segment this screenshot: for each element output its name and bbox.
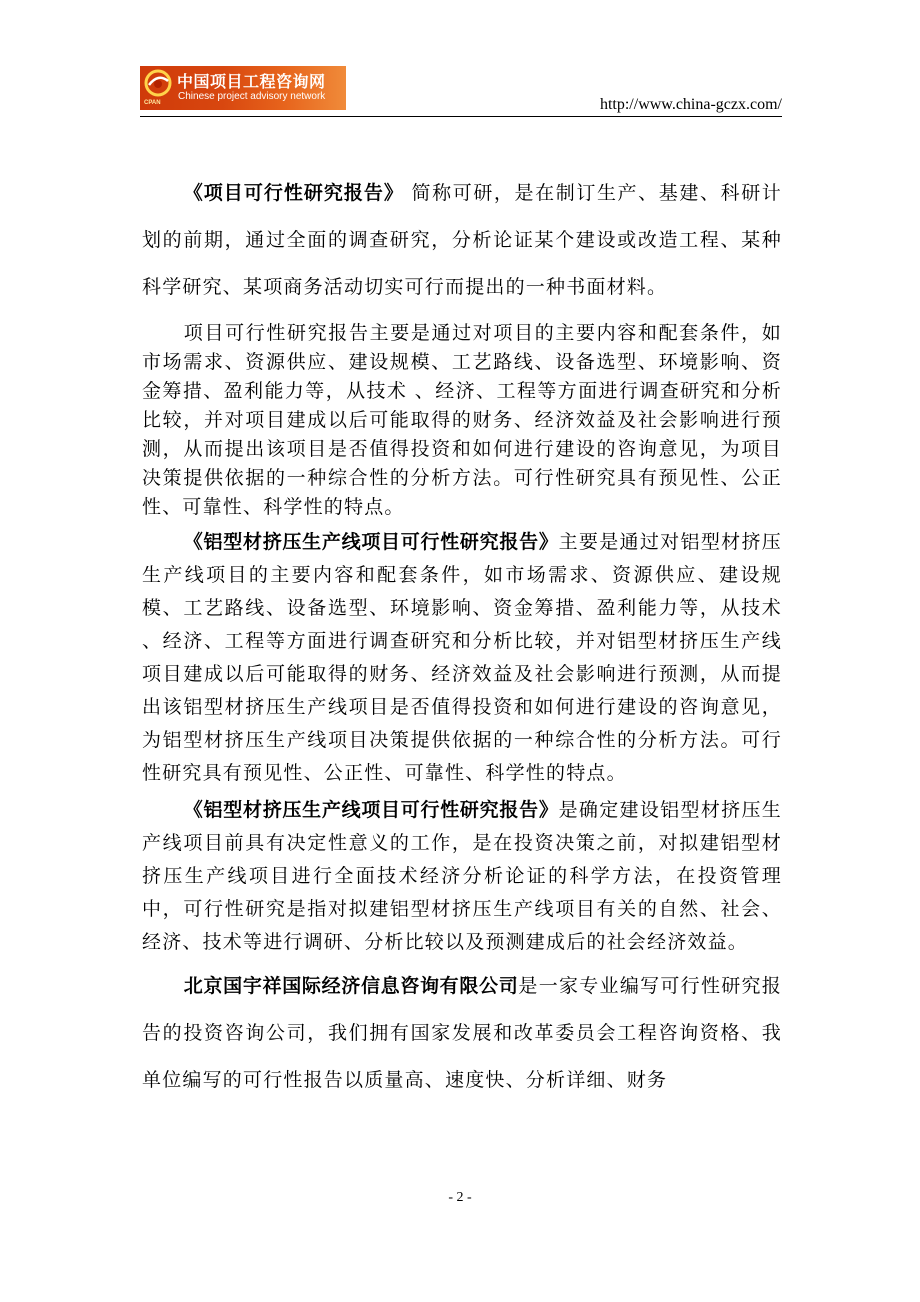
paragraph-company (142, 963, 782, 1104)
swirl-emblem-icon (144, 69, 172, 101)
site-url-link[interactable]: http://www.china-gczx.com/ (599, 96, 782, 113)
paragraph-text: 主要是通过对铝型材挤压生产线项目的主要内容和配套条件，如市场需求、资源供应、建设规模、工艺路线、设备选型、环境影响、资金筹措、盈利能力等，从技术 、经济、工程等方面进行调查研究和分析比较，并对铝型材挤压生产线项目建成以后可能取得的财务、经济效益及社会影响进行预测，从而提出该铝型材挤压生产线项目是否值得投资和如何进行建设的咨询意见，为铝型材挤压生产线项目决策提供依据的一种综合性的分析方法。可行性研究具有预见性、公正性、可靠性、科学性的特点。 (142, 531, 783, 784)
paragraph-definition (142, 319, 782, 522)
paragraph-aluminum-report (142, 526, 782, 790)
paragraph-text: 是确定建设铝型材挤压生产线项目前具有决定性意义的工作，是在投资决策之前，对拟建铝型材挤压生产线项目进行全面技术经济分析论证的科学方法，在投资管理中，可行性研究是指对拟建铝型材挤压生产线项目有关的自然、社会、经济、技术等进行调研、分析比较以及预测建成后的社会经济效益。 (142, 799, 783, 953)
paragraph-aluminum-purpose (142, 794, 782, 959)
page-header (140, 66, 782, 118)
paragraph-intro (142, 170, 782, 311)
paragraph-text: 项目可行性研究报告主要是通过对项目的主要内容和配套条件，如市场需求、资源供应、建设规模、工艺路线、设备选型、环境影响、资金筹措、盈利能力等，从技术 、经济、工程等方面进行调查研究和分析比较，并对项目建成以后可能取得的财务、经济效益及社会影响进行预测，从而提出该项目是否值得投资和如何进行建设的咨询意见，为项目决策提供依据的一种综合性的分析方法。可行性研究具有预见性、公正性、可靠性、科学性的特点。 (142, 322, 782, 518)
document-body (142, 170, 782, 1104)
paragraph-lead: 《项目可行性研究报告》 (183, 182, 404, 204)
logo-tag: CPAN (144, 100, 161, 106)
paragraph-lead: 《铝型材挤压生产线项目可行性研究报告》 (183, 799, 559, 821)
site-logo[interactable] (140, 66, 346, 110)
paragraph-lead: 《铝型材挤压生产线项目可行性研究报告》 (183, 531, 559, 553)
logo-title: 中国项目工程咨询网 (177, 72, 326, 91)
logo-subtitle: Chinese project advisory network (178, 91, 326, 102)
page-number: - 2 - (448, 1190, 472, 1205)
paragraph-text: 简称可研，是在制订生产、基建、科研计划的前期，通过全面的调查研究，分析论证某个建设或改造工程、某种科学研究、某项商务活动切实可行而提出的一种书面材料。 (142, 182, 782, 298)
paragraph-text: 是一家专业编写可行性研究报告的投资咨询公司，我们拥有国家发展和改革委员会工程咨询资格、我单位编写的可行性报告以质量高、速度快、分析详细、财务 (142, 975, 782, 1091)
header-divider (140, 116, 782, 117)
paragraph-lead: 北京国宇祥国际经济信息咨询有限公司 (183, 975, 519, 997)
